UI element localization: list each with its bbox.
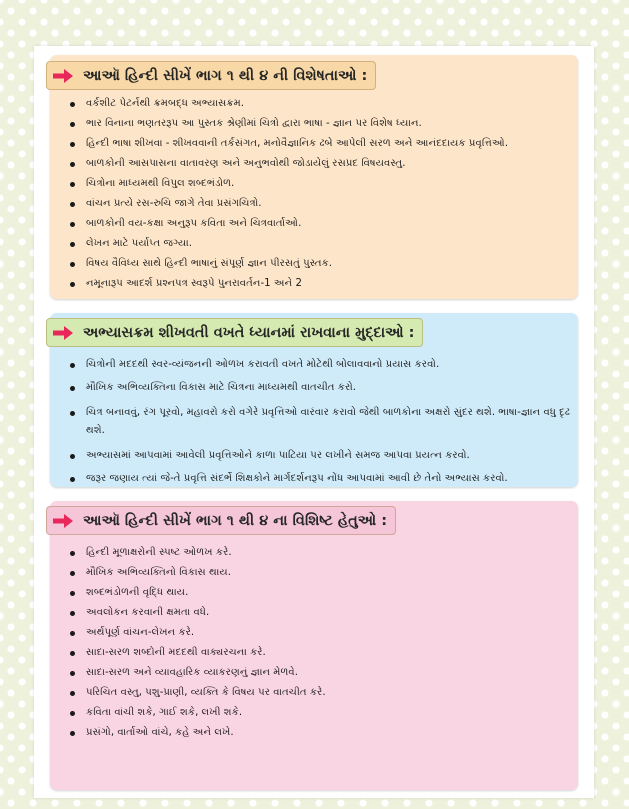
list-item: અર્થપૂર્ણ વાંચન-લેખન કરે. bbox=[70, 626, 572, 640]
list-item: લેખન માટે પર્યાપ્ત જગ્યા. bbox=[70, 237, 572, 251]
list-item: બાળકોની આસપાસના વાતાવરણ અને અનુભવોથી જોડાયેલું રસપ્રદ વિષયવસ્તુ. bbox=[70, 157, 572, 171]
list-item: વાંચન પ્રત્યે રસ-રુચિ જાગે તેવા પ્રસંગચિત્રો. bbox=[70, 197, 572, 211]
teaching-points-list bbox=[70, 358, 572, 495]
list-item: જરૂર જણાય ત્યાં જે-તે પ્રવૃત્તિ સંદર્ભે શિક્ષકોને માર્ગદર્શનરૂપ નોંધ આપવામાં આવી છે તેનો અભ્યાસ કરવો. bbox=[70, 472, 572, 486]
list-item: વર્કશીટ પેટર્નથી ક્રમબદ્ધ અભ્યાસક્રમ. bbox=[70, 97, 572, 111]
list-item: ચિત્ર બનાવવું, રંગ પૂરવો, મહાવરો કરો વગેરે પ્રવૃત્તિઓ વારંવાર કરાવો જેથી બાળકોના અક્ષરો સુંદર થશે. ભાષા-જ્ઞાન વધુ દૃઢ થશે. bbox=[70, 404, 572, 440]
list-item: પરિચિત વસ્તુ, પશુ-પ્રાણી, વ્યક્તિ કે વિષય પર વાતચીત કરે. bbox=[70, 686, 572, 700]
list-item: નમૂનારૂપ આદર્શ પ્રશ્નપત્ર સ્વરૂપે પુનરાવર્તન-1 અને 2 bbox=[70, 277, 572, 291]
teaching-points-heading bbox=[46, 318, 423, 347]
list-item: અવલોકન કરવાની ક્ષમતા વધે. bbox=[70, 606, 572, 620]
objectives-heading bbox=[46, 506, 396, 535]
list-item: મૌખિક અભિવ્યક્તિના વિકાસ માટે ચિત્રના માધ્યમથી વાતચીત કરો. bbox=[70, 381, 572, 395]
list-item: ભાર વિનાના ભણતરરૂપ આ પુસ્તક શ્રેણીમાં ચિત્રો દ્વારા ભાષા - જ્ઞાન પર વિશેષ ધ્યાન. bbox=[70, 117, 572, 131]
arrow-right-icon bbox=[53, 69, 73, 83]
arrow-right-icon bbox=[53, 326, 73, 340]
features-title: આઑ હિન્દી સીખેં ભાગ ૧ થી ૪ ની વિશેષતાઓ : bbox=[83, 67, 368, 84]
list-item: પ્રસંગો, વાર્તાઓ વાંચે, કહે અને લખે. bbox=[70, 726, 572, 740]
arrow-right-icon bbox=[53, 514, 73, 528]
teaching-points-title: અભ્યાસક્રમ શીખવતી વખતે ધ્યાનમાં રાખવાના મુદ્દાઓ : bbox=[83, 324, 415, 341]
teaching-points-section bbox=[50, 313, 578, 487]
list-item: હિન્દી ભાષા શીખવા - શીખવવાની તર્કસંગત, મનોવૈજ્ઞાનિક ઢબે આપેલી સરળ અને આનંદદાયક પ્રવૃત્તિઓ. bbox=[70, 137, 572, 151]
objectives-list bbox=[70, 546, 572, 746]
objectives-section bbox=[50, 501, 578, 790]
list-item: ચિત્રોના માધ્યમથી વિપુલ શબ્દભંડોળ. bbox=[70, 177, 572, 191]
list-item: કવિતા વાંચી શકે, ગાઈ શકે, લખી શકે. bbox=[70, 706, 572, 720]
list-item: હિન્દી મૂળાક્ષરોની સ્પષ્ટ ઓળખ કરે. bbox=[70, 546, 572, 560]
features-heading bbox=[46, 61, 376, 90]
objectives-title: આઑ હિન્દી સીખેં ભાગ ૧ થી ૪ ના વિશિષ્ટ હેતુઓ : bbox=[83, 512, 388, 529]
list-item: મૌખિક અભિવ્યક્તિનો વિકાસ થાય. bbox=[70, 566, 572, 580]
list-item: બાળકોની વય-કક્ષા અનુરૂપ કવિતા અને ચિત્રવાર્તાઓ. bbox=[70, 217, 572, 231]
features-section bbox=[50, 55, 578, 299]
list-item: શબ્દભંડોળની વૃદ્ધિ થાય. bbox=[70, 586, 572, 600]
page-sheet bbox=[34, 46, 594, 798]
list-item: ચિત્રોની મદદથી સ્વર-વ્યંજનની ઓળખ કરાવતી વખતે મોટેથી બોલાવવાનો પ્રયાસ કરવો. bbox=[70, 358, 572, 372]
list-item: અભ્યાસમાં આપવામાં આવેલી પ્રવૃત્તિઓને કાળા પાટિયા પર લખીને સમજ આપવા પ્રયત્ન કરવો. bbox=[70, 449, 572, 463]
list-item: સાદા-સરળ શબ્દોની મદદથી વાક્યરચના કરે. bbox=[70, 646, 572, 660]
list-item: સાદા-સરળ અને વ્યાવહારિક વ્યાકરણનું જ્ઞાન મેળવે. bbox=[70, 666, 572, 680]
list-item: વિષય વૈવિધ્ય સાથે હિન્દી ભાષાનું સંપૂર્ણ જ્ઞાન પીરસતું પુસ્તક. bbox=[70, 257, 572, 271]
features-list bbox=[70, 97, 572, 297]
